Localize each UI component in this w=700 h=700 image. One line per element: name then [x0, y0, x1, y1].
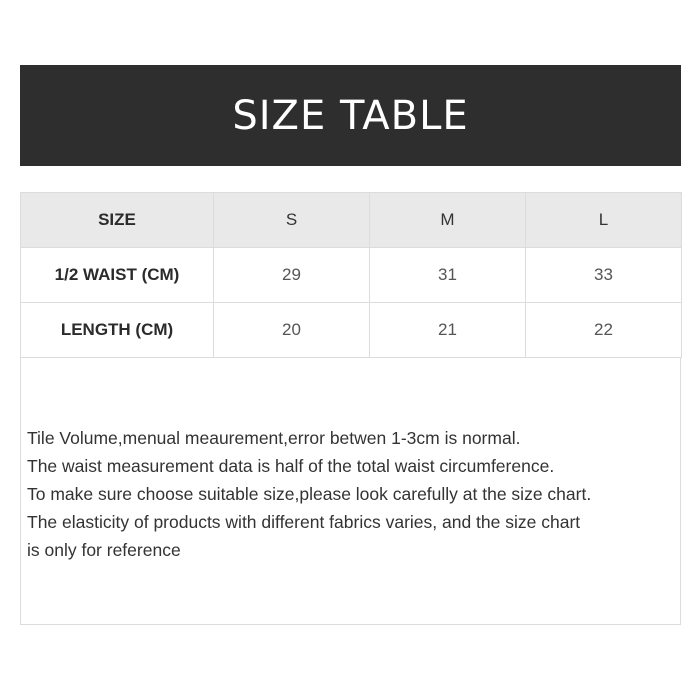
table-row — [21, 303, 682, 358]
note-line: The elasticity of products with different fabrics varies, and the size chart — [27, 512, 581, 532]
notes-box — [20, 357, 681, 625]
page-title: SIZE TABLE — [232, 92, 469, 139]
column-header-m: M — [370, 193, 526, 248]
size-table — [20, 192, 682, 358]
table-header-row — [21, 193, 682, 248]
table-cell: 29 — [214, 248, 370, 303]
table-row — [21, 248, 682, 303]
note-line: The waist measurement data is half of the total waist circumference. — [27, 456, 555, 476]
note-line: Tile Volume,menual meaurement,error betwen 1-3cm is normal. — [27, 428, 521, 448]
note-line: is only for reference — [27, 540, 181, 560]
column-header-size: SIZE — [21, 193, 214, 248]
title-banner — [20, 65, 681, 166]
row-label-length: LENGTH (CM) — [21, 303, 214, 358]
table-cell: 20 — [214, 303, 370, 358]
table-cell: 33 — [526, 248, 682, 303]
table-cell: 21 — [370, 303, 526, 358]
table-cell: 22 — [526, 303, 682, 358]
table-cell: 31 — [370, 248, 526, 303]
size-notes — [27, 424, 676, 564]
column-header-s: S — [214, 193, 370, 248]
column-header-l: L — [526, 193, 682, 248]
note-line: To make sure choose suitable size,please look carefully at the size chart. — [27, 484, 592, 504]
row-label-waist: 1/2 WAIST (CM) — [21, 248, 214, 303]
